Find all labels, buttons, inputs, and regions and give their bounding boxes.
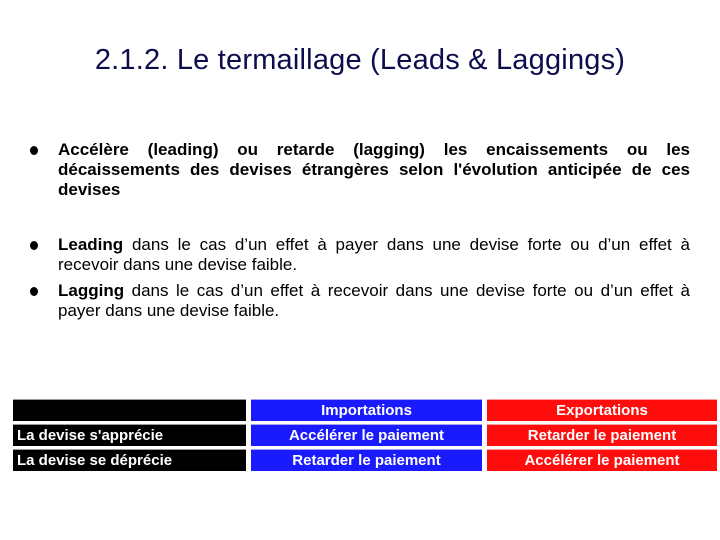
table-row-label: La devise se déprécie	[13, 449, 246, 471]
bullet-dot-icon	[30, 241, 38, 250]
table-header-importations: Importations	[251, 399, 482, 421]
bullet-item	[30, 281, 690, 321]
table-header-empty	[13, 399, 246, 421]
table-header-exportations: Exportations	[487, 399, 717, 421]
bullet-dot-icon	[30, 287, 38, 296]
table-cell-import: Retarder le paiement	[251, 449, 482, 471]
bullet-lead: Lagging	[58, 281, 125, 300]
bullet-text: Accélère (leading) ou retarde (lagging) les encaissements ou les décaissements des devises étrangères selon l'évolution anticipée de ces devises	[58, 140, 690, 199]
bullet-dot-icon	[30, 146, 38, 155]
table-cell-export: Retarder le paiement	[487, 424, 717, 446]
table-row-label: La devise s'apprécie	[13, 424, 246, 446]
bullet-item	[30, 235, 690, 275]
slide-title: 2.1.2. Le termaillage (Leads & Laggings)	[94, 44, 626, 76]
bullet-text: dans le cas d’un effet à recevoir dans une devise forte ou d’un effet à payer dans une devise faible.	[58, 281, 690, 320]
bullet-item	[30, 140, 690, 200]
bullet-text: dans le cas d’un effet à payer dans une devise forte ou d’un effet à recevoir dans une devise faible.	[58, 235, 690, 274]
bullet-lead: Leading	[58, 235, 124, 254]
table-cell-import: Accélérer le paiement	[251, 424, 482, 446]
bullet-list	[30, 140, 690, 321]
table-cell-export: Accélérer le paiement	[487, 449, 717, 471]
leads-lags-table	[13, 399, 708, 471]
